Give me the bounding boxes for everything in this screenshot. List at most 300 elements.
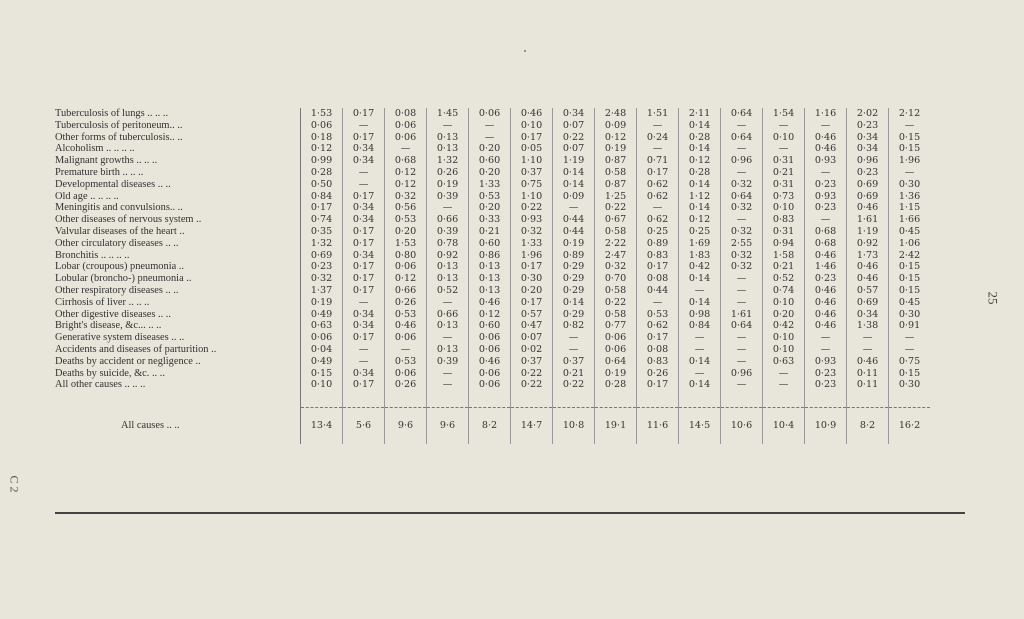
rate-cell: — xyxy=(469,132,511,144)
rate-cell: 0·28 xyxy=(301,167,343,179)
rate-cell: 0·14 xyxy=(679,143,721,155)
rate-cell: 0·14 xyxy=(553,167,595,179)
rate-cell: 0·06 xyxy=(595,344,637,356)
rate-cell: 10·6 xyxy=(721,408,763,445)
rate-cell: 0·06 xyxy=(385,368,427,380)
rate-cell: 0·15 xyxy=(889,261,931,273)
rate-cell: 0·45 xyxy=(889,297,931,309)
rate-cell: 0·28 xyxy=(679,167,721,179)
cause-label: Bright's disease, &c... .. .. xyxy=(55,320,162,332)
rate-cell: 0·12 xyxy=(679,214,721,226)
rate-cell: 0·46 xyxy=(805,320,847,332)
rate-cell: 0·10 xyxy=(511,120,553,132)
rate-cell: — xyxy=(721,297,763,309)
rate-cell: 0·44 xyxy=(553,226,595,238)
table-row xyxy=(55,332,930,344)
rate-cell: — xyxy=(679,332,721,344)
rate-cell: 0·21 xyxy=(763,261,805,273)
rate-cell: 0·68 xyxy=(805,238,847,250)
rate-cell: 0·14 xyxy=(679,120,721,132)
rate-cell: 1·54 xyxy=(763,108,805,120)
rate-cell: 0·42 xyxy=(763,320,805,332)
rate-cell: — xyxy=(889,120,931,132)
rate-cell: 0·14 xyxy=(553,297,595,309)
rate-cell: 0·30 xyxy=(889,179,931,191)
rate-cell: 0·29 xyxy=(553,309,595,321)
cause-label: Other diseases of nervous system .. xyxy=(55,214,202,226)
rate-cell: 0·91 xyxy=(889,320,931,332)
rate-cell: 0·32 xyxy=(301,273,343,285)
rate-cell: — xyxy=(343,297,385,309)
rate-cell: 0·10 xyxy=(763,132,805,144)
spacer-cell xyxy=(637,391,679,408)
table-row xyxy=(55,285,930,297)
table-row xyxy=(55,108,930,120)
rate-cell: 14·7 xyxy=(511,408,553,445)
spacer-cell xyxy=(763,391,805,408)
spacer-cell xyxy=(343,391,385,408)
rate-cell: 1·32 xyxy=(301,238,343,250)
rate-cell: 0·08 xyxy=(385,108,427,120)
rate-cell: 0·19 xyxy=(553,238,595,250)
rate-cell: 0·34 xyxy=(847,132,889,144)
rate-cell: 0·20 xyxy=(385,226,427,238)
rate-cell: 0·63 xyxy=(301,320,343,332)
rate-cell: 0·17 xyxy=(343,273,385,285)
rate-cell: — xyxy=(805,344,847,356)
rate-cell: 1·36 xyxy=(889,191,931,203)
spacer-cell xyxy=(55,391,301,408)
rate-cell: 0·26 xyxy=(385,379,427,391)
rate-cell: 2·12 xyxy=(889,108,931,120)
rate-cell: 0·19 xyxy=(427,179,469,191)
rate-cell: 0·22 xyxy=(553,379,595,391)
rate-cell: 0·17 xyxy=(637,261,679,273)
rate-cell: 0·42 xyxy=(679,261,721,273)
rate-cell: — xyxy=(385,344,427,356)
cause-label: Meningitis and convulsions.. .. xyxy=(55,202,183,214)
spacer-cell xyxy=(847,391,889,408)
rate-cell: 0·28 xyxy=(679,132,721,144)
rate-cell: 0·53 xyxy=(469,191,511,203)
rate-cell: 0·73 xyxy=(763,191,805,203)
rate-cell: 0·07 xyxy=(553,143,595,155)
cause-label: Developmental diseases .. .. xyxy=(55,178,171,190)
rate-cell: 0·75 xyxy=(889,356,931,368)
rate-cell: 8·2 xyxy=(469,408,511,445)
rate-cell: 0·93 xyxy=(805,155,847,167)
table-row xyxy=(55,250,930,262)
rate-cell: 0·46 xyxy=(847,356,889,368)
rate-cell: 0·13 xyxy=(427,143,469,155)
rate-cell: 0·35 xyxy=(301,226,343,238)
cause-label: Old age .. .. .. .. xyxy=(55,190,119,202)
rate-cell: 0·17 xyxy=(511,261,553,273)
rate-cell: 0·22 xyxy=(595,297,637,309)
rate-cell: 0·96 xyxy=(847,155,889,167)
rate-cell: 1·37 xyxy=(301,285,343,297)
rate-cell: 0·13 xyxy=(469,273,511,285)
rate-cell: — xyxy=(721,379,763,391)
rate-cell: 0·87 xyxy=(595,155,637,167)
rate-cell: 0·46 xyxy=(511,108,553,120)
table-row xyxy=(55,191,930,203)
rate-cell: 0·08 xyxy=(637,344,679,356)
rate-cell: — xyxy=(637,120,679,132)
rate-cell: 0·60 xyxy=(469,155,511,167)
rate-cell: 0·78 xyxy=(427,238,469,250)
rate-cell: 0·10 xyxy=(763,344,805,356)
table-row xyxy=(55,356,930,368)
cause-label: Other digestive diseases .. .. xyxy=(55,308,172,320)
cause-label: All other causes .. .. .. xyxy=(55,379,146,391)
rate-cell: 0·17 xyxy=(343,191,385,203)
rate-cell: 0·83 xyxy=(763,214,805,226)
rate-cell: 0·34 xyxy=(343,202,385,214)
table-row xyxy=(55,202,930,214)
rate-cell: 1·10 xyxy=(511,191,553,203)
rate-cell: 0·83 xyxy=(637,250,679,262)
rate-cell: 0·80 xyxy=(385,250,427,262)
rate-cell: — xyxy=(721,273,763,285)
rate-cell: 0·20 xyxy=(469,143,511,155)
rate-cell: — xyxy=(427,332,469,344)
table-row xyxy=(55,320,930,332)
rate-cell: 0·17 xyxy=(343,285,385,297)
rate-cell: 0·10 xyxy=(763,297,805,309)
rate-cell: 0·17 xyxy=(343,379,385,391)
rate-cell: 0·77 xyxy=(595,320,637,332)
rate-cell: — xyxy=(805,332,847,344)
rate-cell: 0·17 xyxy=(343,238,385,250)
rate-cell: 0·13 xyxy=(427,320,469,332)
rate-cell: 0·34 xyxy=(553,108,595,120)
rate-cell: 0·10 xyxy=(301,379,343,391)
rate-cell: — xyxy=(343,167,385,179)
rate-cell: 0·37 xyxy=(511,356,553,368)
rate-cell: 10·8 xyxy=(553,408,595,445)
rate-cell: 0·46 xyxy=(847,202,889,214)
rate-cell: 0·46 xyxy=(847,261,889,273)
rate-cell: 1·45 xyxy=(427,108,469,120)
rate-cell: — xyxy=(805,120,847,132)
cause-label: Deaths by accident or negligence .. xyxy=(55,355,201,367)
rate-cell: 0·29 xyxy=(553,261,595,273)
cause-label: All causes .. .. xyxy=(121,419,180,431)
rate-cell: 16·2 xyxy=(889,408,931,445)
rate-cell: 0·98 xyxy=(679,309,721,321)
rate-cell: 0·21 xyxy=(553,368,595,380)
rate-cell: 0·34 xyxy=(847,309,889,321)
table-body xyxy=(55,108,930,444)
rate-cell: 1·61 xyxy=(847,214,889,226)
rate-cell: — xyxy=(553,344,595,356)
rate-cell: 9·6 xyxy=(385,408,427,445)
rate-cell: 0·34 xyxy=(343,250,385,262)
rate-cell: 0·53 xyxy=(385,309,427,321)
rate-cell: 0·12 xyxy=(469,309,511,321)
rate-cell: 0·66 xyxy=(427,309,469,321)
print-speck xyxy=(524,50,526,52)
spacer-cell xyxy=(595,391,637,408)
rate-cell: 0·93 xyxy=(805,191,847,203)
rate-cell: 0·12 xyxy=(385,179,427,191)
rate-cell: 1·33 xyxy=(511,238,553,250)
rate-cell: — xyxy=(343,179,385,191)
rate-cell: 2·47 xyxy=(595,250,637,262)
rate-cell: 0·06 xyxy=(469,108,511,120)
rate-cell: 1·53 xyxy=(301,108,343,120)
rate-cell: 0·26 xyxy=(385,297,427,309)
rate-cell: 1·25 xyxy=(595,191,637,203)
rate-cell: 0·15 xyxy=(301,368,343,380)
rate-cell: 0·89 xyxy=(553,250,595,262)
rate-cell: 1·38 xyxy=(847,320,889,332)
rate-cell: 0·29 xyxy=(553,285,595,297)
rate-cell: — xyxy=(763,120,805,132)
rate-cell: — xyxy=(637,297,679,309)
rate-cell: 0·34 xyxy=(343,155,385,167)
rate-cell: 0·07 xyxy=(511,332,553,344)
rate-cell: 0·18 xyxy=(301,132,343,144)
rate-cell: 0·57 xyxy=(847,285,889,297)
rate-cell: — xyxy=(763,379,805,391)
rate-cell: 0·14 xyxy=(679,179,721,191)
rate-cell: 0·06 xyxy=(385,261,427,273)
rate-cell: — xyxy=(805,214,847,226)
rate-cell: 0·47 xyxy=(511,320,553,332)
table-row xyxy=(55,368,930,380)
cause-label: Deaths by suicide, &c. .. .. xyxy=(55,367,165,379)
rate-cell: 0·31 xyxy=(763,226,805,238)
rate-cell: 0·17 xyxy=(343,132,385,144)
spacer-cell xyxy=(553,391,595,408)
rate-cell: 0·58 xyxy=(595,285,637,297)
rate-cell: 0·06 xyxy=(301,332,343,344)
rate-cell: 0·44 xyxy=(637,285,679,297)
spacer-cell xyxy=(385,391,427,408)
rate-cell: 0·09 xyxy=(595,120,637,132)
spacer-cell xyxy=(721,391,763,408)
rate-cell: 0·62 xyxy=(637,214,679,226)
rate-cell: 0·34 xyxy=(343,143,385,155)
rate-cell: 0·21 xyxy=(763,167,805,179)
cause-label: Tuberculosis of peritoneum.. .. xyxy=(55,119,183,131)
rate-cell: 0·67 xyxy=(595,214,637,226)
rate-cell: 0·06 xyxy=(385,132,427,144)
rate-cell: 0·49 xyxy=(301,356,343,368)
rate-cell: 0·32 xyxy=(721,202,763,214)
rate-cell: 0·22 xyxy=(553,132,595,144)
rate-cell: 1·15 xyxy=(889,202,931,214)
spacer-cell xyxy=(679,391,721,408)
rate-cell: 14·5 xyxy=(679,408,721,445)
rate-cell: 0·02 xyxy=(511,344,553,356)
rate-cell: 1·32 xyxy=(427,155,469,167)
rate-cell: 0·46 xyxy=(805,297,847,309)
rate-cell: 0·46 xyxy=(469,297,511,309)
rate-cell: 1·16 xyxy=(805,108,847,120)
rate-cell: 0·26 xyxy=(427,167,469,179)
rate-cell: — xyxy=(847,344,889,356)
rate-cell: 0·09 xyxy=(553,191,595,203)
rate-cell: 0·32 xyxy=(595,261,637,273)
rate-cell: 1·61 xyxy=(721,309,763,321)
rate-cell: 0·39 xyxy=(427,191,469,203)
rate-cell: — xyxy=(721,143,763,155)
rate-cell: 0·56 xyxy=(385,202,427,214)
rate-cell: 0·14 xyxy=(553,179,595,191)
rate-cell: — xyxy=(721,214,763,226)
rate-cell: 0·06 xyxy=(595,332,637,344)
rate-cell: 0·58 xyxy=(595,167,637,179)
rate-cell: 0·14 xyxy=(679,379,721,391)
rate-cell: 0·23 xyxy=(805,179,847,191)
rate-cell: — xyxy=(889,167,931,179)
rate-cell: 0·93 xyxy=(511,214,553,226)
rate-cell: — xyxy=(679,368,721,380)
rate-cell: 0·12 xyxy=(301,143,343,155)
rate-cell: 0·14 xyxy=(679,356,721,368)
rate-cell: 2·55 xyxy=(721,238,763,250)
rate-cell: 0·60 xyxy=(469,320,511,332)
cause-label: Alcoholism .. .. .. .. xyxy=(55,143,135,155)
rate-cell: 0·07 xyxy=(553,120,595,132)
rate-cell: 0·32 xyxy=(385,191,427,203)
rate-cell: 0·37 xyxy=(553,356,595,368)
rate-cell: 0·17 xyxy=(301,202,343,214)
bottom-rule xyxy=(55,512,965,514)
table-row xyxy=(55,143,930,155)
rate-cell: 0·20 xyxy=(511,285,553,297)
rate-cell: 0·17 xyxy=(343,261,385,273)
rate-cell: 0·46 xyxy=(805,143,847,155)
rate-cell: — xyxy=(553,332,595,344)
cause-label: Lobular (broncho-) pneumonia .. xyxy=(55,273,192,285)
rate-cell: — xyxy=(343,344,385,356)
rate-cell: 0·83 xyxy=(637,356,679,368)
spacer-cell xyxy=(805,391,847,408)
rate-cell: 0·17 xyxy=(343,332,385,344)
rate-cell: 0·66 xyxy=(385,285,427,297)
rate-cell: 0·29 xyxy=(553,273,595,285)
rate-cell: 2·42 xyxy=(889,250,931,262)
rate-cell: 0·46 xyxy=(805,250,847,262)
rate-cell: 1·66 xyxy=(889,214,931,226)
rate-cell: — xyxy=(847,332,889,344)
rate-cell: 0·34 xyxy=(343,368,385,380)
rate-cell: 0·34 xyxy=(343,320,385,332)
rate-cell: 0·31 xyxy=(763,155,805,167)
rate-cell: — xyxy=(343,120,385,132)
rate-cell: 2·02 xyxy=(847,108,889,120)
rate-cell: 2·11 xyxy=(679,108,721,120)
rate-cell: 0·34 xyxy=(343,309,385,321)
table-row xyxy=(55,379,930,391)
rate-cell: 0·52 xyxy=(763,273,805,285)
table-row xyxy=(55,167,930,179)
rate-cell: 0·05 xyxy=(511,143,553,155)
rate-cell: 1·73 xyxy=(847,250,889,262)
rate-cell: 0·46 xyxy=(469,356,511,368)
rate-cell: — xyxy=(427,120,469,132)
rate-cell: 0·92 xyxy=(427,250,469,262)
rate-cell: 0·44 xyxy=(553,214,595,226)
spacer-cell xyxy=(427,391,469,408)
page-number: 25 xyxy=(985,291,1001,305)
rate-cell: — xyxy=(427,368,469,380)
rate-cell: 0·46 xyxy=(805,285,847,297)
rate-cell: — xyxy=(721,167,763,179)
table-row xyxy=(55,238,930,250)
rate-cell: 0·12 xyxy=(385,273,427,285)
rate-cell: 0·39 xyxy=(427,226,469,238)
rate-cell: 10·9 xyxy=(805,408,847,445)
rate-cell: 0·84 xyxy=(301,191,343,203)
rate-cell: 0·15 xyxy=(889,285,931,297)
rate-cell: — xyxy=(889,332,931,344)
rate-cell: 0·15 xyxy=(889,132,931,144)
rate-cell: — xyxy=(889,344,931,356)
rate-cell: 1·12 xyxy=(679,191,721,203)
rate-cell: 0·71 xyxy=(637,155,679,167)
rate-cell: 0·06 xyxy=(385,120,427,132)
rate-cell: 0·17 xyxy=(511,297,553,309)
rate-cell: — xyxy=(427,379,469,391)
cause-label: Valvular diseases of the heart .. xyxy=(55,225,185,237)
rate-cell: — xyxy=(721,344,763,356)
rate-cell: 0·17 xyxy=(637,379,679,391)
rate-cell: 11·6 xyxy=(637,408,679,445)
spacer-cell xyxy=(889,391,931,408)
table-row xyxy=(55,297,930,309)
rate-cell: 1·83 xyxy=(679,250,721,262)
rate-cell: 0·06 xyxy=(469,332,511,344)
rate-cell: 9·6 xyxy=(427,408,469,445)
cause-label: Cirrhosis of liver .. .. .. xyxy=(55,296,150,308)
rate-cell: 0·32 xyxy=(721,226,763,238)
rate-cell: 0·45 xyxy=(889,226,931,238)
rate-cell: 19·1 xyxy=(595,408,637,445)
table-row xyxy=(55,344,930,356)
rate-cell: 0·22 xyxy=(511,379,553,391)
rate-cell: 0·75 xyxy=(511,179,553,191)
rate-cell: 0·13 xyxy=(427,261,469,273)
cause-label: Lobar (croupous) pneumonia .. xyxy=(55,261,184,273)
rate-cell: 0·06 xyxy=(469,368,511,380)
rate-cell: 0·15 xyxy=(889,273,931,285)
rate-cell: 0·50 xyxy=(301,179,343,191)
rate-cell: 0·46 xyxy=(805,132,847,144)
rate-cell: 0·46 xyxy=(847,273,889,285)
rate-cell: 0·62 xyxy=(637,320,679,332)
rate-cell: 0·15 xyxy=(889,143,931,155)
rate-cell: 8·2 xyxy=(847,408,889,445)
rate-cell: 0·37 xyxy=(511,167,553,179)
rate-cell: 0·74 xyxy=(763,285,805,297)
rate-cell: 0·20 xyxy=(469,167,511,179)
rate-cell: 0·64 xyxy=(721,108,763,120)
rate-cell: 0·84 xyxy=(679,320,721,332)
spacer-cell xyxy=(301,391,343,408)
rate-cell: 0·66 xyxy=(427,214,469,226)
rate-cell: 1·46 xyxy=(805,261,847,273)
rate-cell: 0·39 xyxy=(427,356,469,368)
table-row xyxy=(55,226,930,238)
rate-cell: 0·24 xyxy=(637,132,679,144)
rate-cell: 0·06 xyxy=(385,332,427,344)
table-row xyxy=(55,179,930,191)
